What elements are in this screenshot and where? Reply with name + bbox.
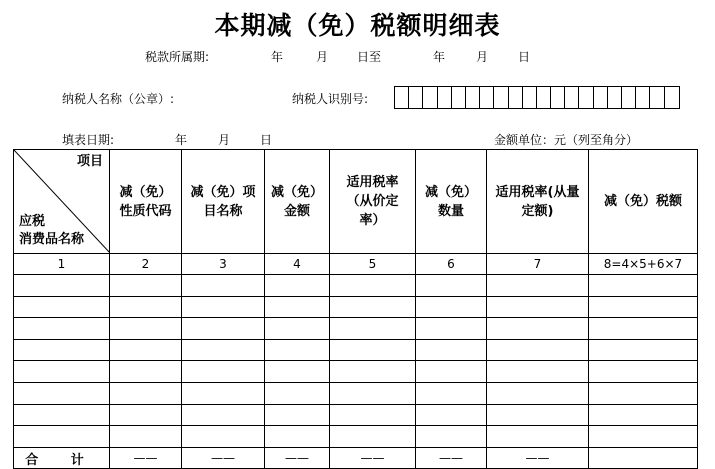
table-cell[interactable] [265, 404, 330, 426]
id-box[interactable] [438, 87, 452, 108]
table-cell[interactable] [110, 318, 182, 340]
table-row[interactable] [14, 382, 698, 404]
table-cell[interactable] [416, 361, 487, 383]
table-cell[interactable] [14, 339, 110, 361]
period-month-2: 月 [476, 50, 489, 64]
table-cell[interactable] [265, 296, 330, 318]
id-box[interactable] [579, 87, 593, 108]
table-cell[interactable] [416, 426, 487, 448]
table-cell[interactable] [14, 426, 110, 448]
col-header-code: 减（免）性质代码 [110, 150, 182, 254]
table-cell[interactable] [110, 339, 182, 361]
col-header-ad-valorem-rate: 适用税率（从价定率） [330, 150, 416, 254]
table-cell[interactable] [182, 296, 265, 318]
total-row [14, 447, 698, 469]
corner-header-cell [14, 150, 110, 254]
id-box[interactable] [608, 87, 622, 108]
table-cell[interactable] [330, 275, 416, 297]
column-number-row [14, 254, 698, 275]
period-label: 税款所属期: [145, 50, 210, 64]
table-cell[interactable] [110, 361, 182, 383]
id-box[interactable] [650, 87, 664, 108]
table-cell[interactable] [110, 296, 182, 318]
table-cell[interactable] [487, 318, 589, 340]
table-row[interactable] [14, 296, 698, 318]
table-cell[interactable] [14, 382, 110, 404]
id-box[interactable] [509, 87, 523, 108]
id-box[interactable] [665, 87, 679, 108]
page-title: 本期减（免）税额明细表 [214, 11, 501, 40]
table-cell[interactable] [265, 361, 330, 383]
table-cell[interactable] [14, 404, 110, 426]
id-box[interactable] [636, 87, 650, 108]
col-header-quantity: 减（免）数量 [416, 150, 487, 254]
table-cell[interactable] [330, 404, 416, 426]
table-cell[interactable] [589, 404, 698, 426]
amount-unit-label: 金额单位：元（列至角分） [494, 133, 639, 147]
id-box[interactable] [594, 87, 608, 108]
id-box[interactable] [452, 87, 466, 108]
total-label: 合 计 [14, 447, 110, 469]
table-cell[interactable] [330, 318, 416, 340]
table-cell[interactable] [487, 404, 589, 426]
table-cell[interactable] [416, 404, 487, 426]
table-row[interactable] [14, 275, 698, 297]
id-box[interactable] [622, 87, 636, 108]
fill-date-day: 日 [260, 133, 273, 147]
table-cell[interactable] [182, 318, 265, 340]
column-number: 5 [330, 254, 416, 275]
total-dash: —— [182, 447, 265, 469]
table-cell[interactable] [14, 318, 110, 340]
col-header-tax-amount: 减（免）税额 [589, 150, 698, 254]
table-cell[interactable] [589, 275, 698, 297]
table-cell[interactable] [110, 426, 182, 448]
taxpayer-id-label: 纳税人识别号: [292, 92, 369, 106]
column-number: 4 [265, 254, 330, 275]
total-dash: —— [487, 447, 589, 469]
total-tax-amount-cell[interactable] [589, 447, 698, 469]
table-cell[interactable] [487, 296, 589, 318]
table-cell[interactable] [330, 361, 416, 383]
table-cell[interactable] [110, 404, 182, 426]
table-cell[interactable] [330, 339, 416, 361]
header-row [14, 150, 698, 254]
table-cell[interactable] [487, 339, 589, 361]
exemption-table [13, 149, 698, 469]
table-cell[interactable] [182, 339, 265, 361]
table-cell[interactable] [416, 382, 487, 404]
col-header-item-name: 减（免）项目名称 [182, 150, 265, 254]
table-cell[interactable] [487, 426, 589, 448]
table-row[interactable] [14, 404, 698, 426]
table-cell[interactable] [589, 296, 698, 318]
id-box[interactable] [480, 87, 494, 108]
table-cell[interactable] [416, 296, 487, 318]
period-day-to: 日至 [357, 50, 382, 64]
id-box[interactable] [466, 87, 480, 108]
table-row[interactable] [14, 339, 698, 361]
table-cell[interactable] [110, 382, 182, 404]
table-cell[interactable] [487, 275, 589, 297]
table-cell[interactable] [487, 382, 589, 404]
id-box[interactable] [423, 87, 437, 108]
id-box[interactable] [551, 87, 565, 108]
table-cell[interactable] [265, 275, 330, 297]
table-cell[interactable] [416, 318, 487, 340]
id-box[interactable] [409, 87, 423, 108]
period-month-1: 月 [316, 50, 329, 64]
table-cell[interactable] [265, 426, 330, 448]
total-dash: —— [265, 447, 330, 469]
total-dash: —— [416, 447, 487, 469]
table-cell[interactable] [330, 296, 416, 318]
id-box[interactable] [494, 87, 508, 108]
column-number: 2 [110, 254, 182, 275]
table-cell[interactable] [416, 275, 487, 297]
table-cell[interactable] [182, 404, 265, 426]
table-cell[interactable] [110, 275, 182, 297]
period-day-2: 日 [518, 50, 531, 64]
column-number: 8=4×5+6×7 [589, 254, 698, 275]
fill-date-label: 填表日期: [62, 133, 115, 147]
table-cell[interactable] [265, 339, 330, 361]
column-number: 1 [14, 254, 110, 275]
table-cell[interactable] [182, 275, 265, 297]
corner-item-label: 项目 [76, 154, 103, 169]
period-year-1: 年 [271, 50, 284, 64]
table-cell[interactable] [589, 361, 698, 383]
table-row[interactable] [14, 318, 698, 340]
id-box[interactable] [395, 87, 409, 108]
id-box[interactable] [537, 87, 551, 108]
table-cell[interactable] [182, 361, 265, 383]
table-cell[interactable] [14, 275, 110, 297]
column-number: 7 [487, 254, 589, 275]
taxpayer-name-label: 纳税人名称（公章）: [62, 92, 175, 106]
col-header-specific-rate: 适用税率(从量定额) [487, 150, 589, 254]
period-year-2: 年 [433, 50, 446, 64]
taxpayer-id-boxes[interactable] [394, 86, 680, 109]
table-cell[interactable] [589, 318, 698, 340]
table-cell[interactable] [487, 361, 589, 383]
table-row[interactable] [14, 426, 698, 448]
column-number: 3 [182, 254, 265, 275]
table-row[interactable] [14, 361, 698, 383]
table-cell[interactable] [589, 339, 698, 361]
col-header-amount: 减（免）金额 [265, 150, 330, 254]
table-cell[interactable] [182, 382, 265, 404]
table-cell[interactable] [589, 382, 698, 404]
id-box[interactable] [523, 87, 537, 108]
corner-product-label: 应税 消费品名称 [19, 214, 85, 247]
table-cell[interactable] [330, 426, 416, 448]
table-cell[interactable] [14, 361, 110, 383]
fill-date-year: 年 [175, 133, 188, 147]
total-dash: —— [330, 447, 416, 469]
table-cell[interactable] [416, 339, 487, 361]
id-box[interactable] [565, 87, 579, 108]
total-dash: —— [110, 447, 182, 469]
table-cell[interactable] [14, 296, 110, 318]
table-cell[interactable] [330, 382, 416, 404]
table-cell[interactable] [589, 426, 698, 448]
column-number: 6 [416, 254, 487, 275]
table-cell[interactable] [182, 426, 265, 448]
table-cell[interactable] [265, 318, 330, 340]
fill-date-month: 月 [218, 133, 231, 147]
table-cell[interactable] [265, 382, 330, 404]
